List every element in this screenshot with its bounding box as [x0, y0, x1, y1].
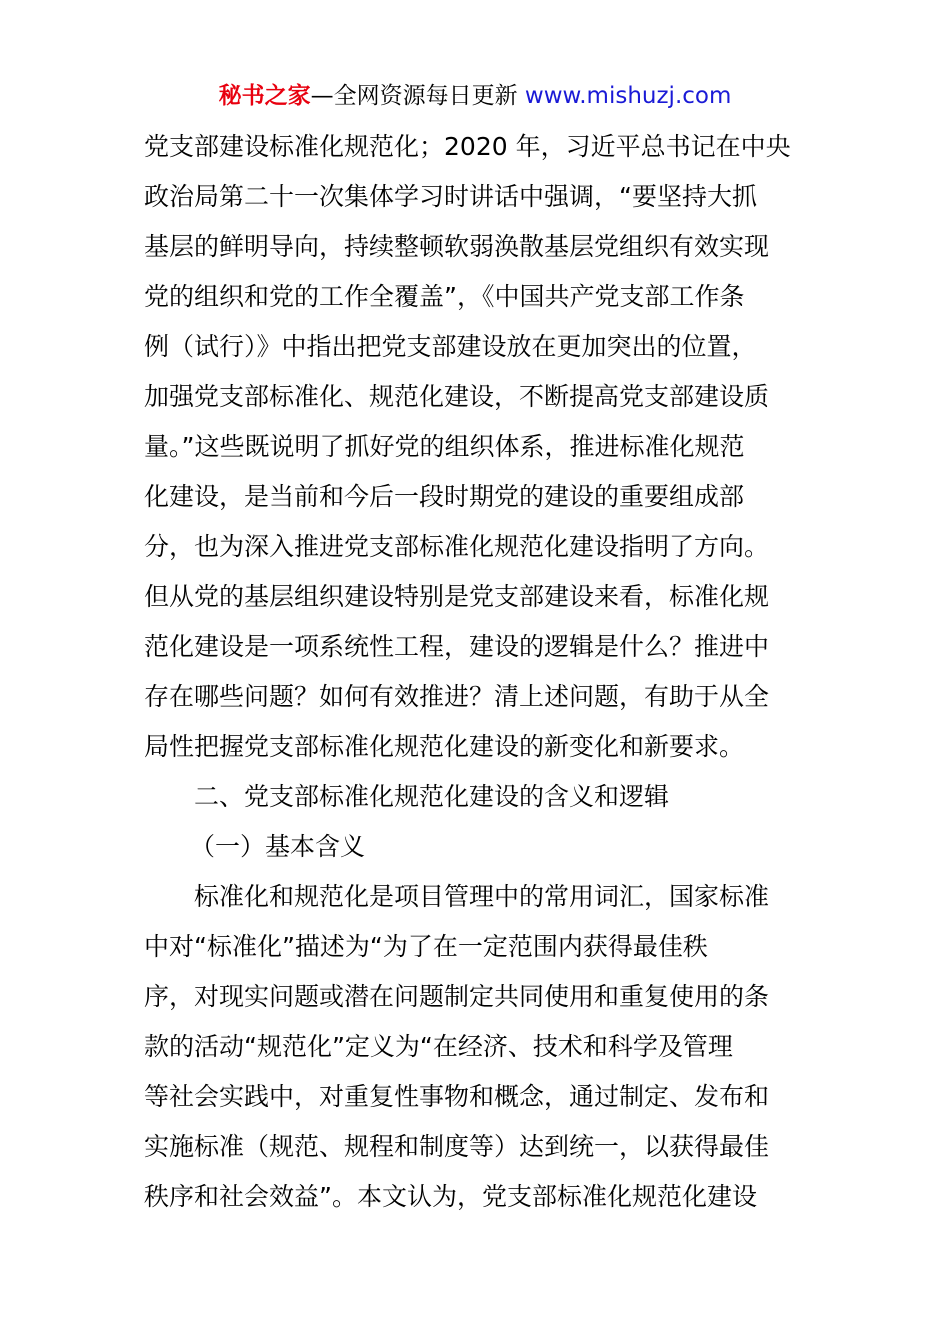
paragraph-first-line: 标准化和规范化是项目管理中的常用词汇，国家标准 [194, 882, 770, 911]
page-header [0, 80, 950, 112]
brand-name: 秘书之家 [218, 83, 311, 109]
text-line: 秩序和社会效益”。本文认为，党支部标准化规范化建设 [144, 1182, 757, 1211]
text-line: 序，对现实问题或潜在问题制定共同使用和重复使用的条 [144, 982, 770, 1011]
text-line: 政治局第二十一次集体学习时讲话中强调，“要坚持大抓 [144, 182, 757, 211]
text-line: 分，也为深入推进党支部标准化规范化建设指明了方向。 [144, 532, 770, 561]
document-body [144, 122, 809, 1222]
text-line: 存在哪些问题？如何有效推进？清上述问题，有助于从全 [144, 682, 770, 711]
text-line: 党支部建设标准化规范化；2020 年，习近平总书记在中央 [144, 132, 791, 161]
text-line: 化建设，是当前和今后一段时期党的建设的重要组成部 [144, 482, 745, 511]
text-line: 局性把握党支部标准化规范化建设的新变化和新要求。 [144, 732, 745, 761]
text-line: 例（试行）》中指出把党支部建设放在更加突出的位置， [144, 332, 757, 361]
text-line: 基层的鲜明导向，持续整顿软弱涣散基层党组织有效实现 [144, 232, 770, 261]
text-line: 加强党支部标准化、规范化建设，不断提高党支部建设质 [144, 382, 770, 411]
text-line: 中对“标准化”描述为“为了在一定范围内获得最佳秩 [144, 932, 708, 961]
text-line: 但从党的基层组织建设特别是党支部建设来看，标准化规 [144, 582, 770, 611]
text-line: 等社会实践中，对重复性事物和概念，通过制定、发布和 [144, 1082, 770, 1111]
text-line: 范化建设是一项系统性工程，建设的逻辑是什么？推进中 [144, 632, 770, 661]
section-heading: 二、党支部标准化规范化建设的含义和逻辑 [194, 782, 670, 811]
header-tagline: —全网资源每日更新 [310, 83, 518, 109]
text-line: 党的组织和党的工作全覆盖”，《中国共产党支部工作条 [144, 282, 745, 311]
subsection-heading: （一）基本含义 [190, 832, 366, 861]
text-line: 实施标准（规范、规程和制度等）达到统一，以获得最佳 [144, 1132, 770, 1161]
website-url[interactable]: www.mishuzj.com [524, 83, 732, 109]
text-line: 款的活动“规范化”定义为“在经济、技术和科学及管理 [144, 1032, 733, 1061]
text-line: 量。”这些既说明了抓好党的组织体系，推进标准化规范 [144, 432, 745, 461]
